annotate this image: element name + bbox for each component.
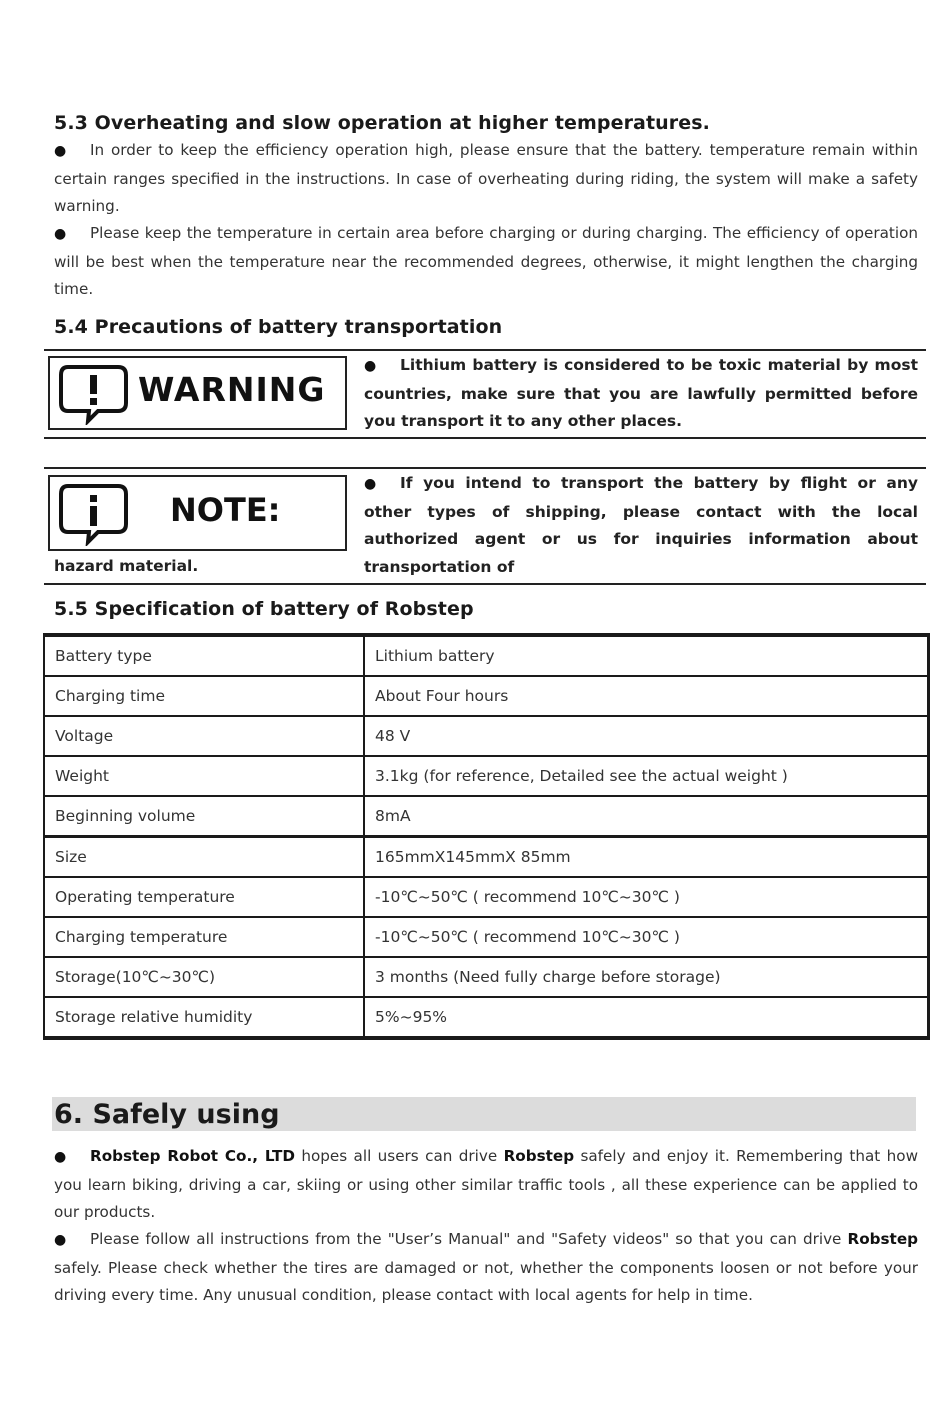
- section-6-paragraph-1: ● Robstep Robot Co., LTD hopes all users can drive Robstep safely and enjoy it. Remembering that how you learn biking, driving a car, skiing or using other similar traffic tools , all these experience can be applied to our products.: [54, 1143, 918, 1227]
- section-6-paragraph-2: ● Please follow all instructions from the "User’s Manual" and "Safety videos" so that you can drive Robstep safely. Please check whether the tires are damaged or not, whether the components loosen or not before your driving every time. Any unusual condition, please contact with local agents for help in time.: [54, 1226, 918, 1310]
- table-row: [44, 796, 929, 837]
- battery-spec-table: [43, 633, 930, 1040]
- spec-value: -10℃~50℃ ( recommend 10℃~30℃ ): [364, 877, 929, 917]
- spec-value: -10℃~50℃ ( recommend 10℃~30℃ ): [364, 917, 929, 957]
- bullet-icon: ●: [364, 476, 377, 492]
- bullet-icon: ●: [364, 358, 377, 374]
- spec-key: Voltage: [44, 716, 364, 756]
- warning-label: WARNING: [138, 370, 326, 409]
- table-row: [44, 917, 929, 957]
- spec-key: Size: [44, 837, 364, 878]
- note-text: ● If you intend to transport the battery by flight or any other types of shipping, please contact with the local authorized agent or us for inquiries information about transportation of: [364, 470, 918, 581]
- bullet-icon: ●: [54, 1149, 67, 1165]
- table-row: [44, 716, 929, 756]
- spec-key: Storage(10℃~30℃): [44, 957, 364, 997]
- spec-value: 165mmX145mmX 85mm: [364, 837, 929, 878]
- info-speech-icon: [58, 482, 130, 546]
- section-5-5-title: 5.5 Specification of battery of Robstep: [54, 598, 474, 620]
- note-text-end: hazard material.: [54, 557, 199, 575]
- table-row: [44, 635, 929, 676]
- note-label: NOTE:: [170, 491, 281, 529]
- divider: [44, 467, 926, 469]
- spec-value: 48 V: [364, 716, 929, 756]
- section-5-3-paragraph-2: [54, 220, 918, 304]
- spec-key: Charging time: [44, 676, 364, 716]
- warning-speech-icon: [58, 363, 130, 425]
- section-6-title: 6. Safely using: [54, 1099, 280, 1130]
- spec-key: Charging temperature: [44, 917, 364, 957]
- company-name: Robstep Robot Co., LTD: [90, 1147, 295, 1165]
- spec-key: Storage relative humidity: [44, 997, 364, 1038]
- table-row: [44, 997, 929, 1038]
- spec-value: 3.1kg (for reference, Detailed see the actual weight ): [364, 756, 929, 796]
- bullet-icon: ●: [54, 143, 67, 159]
- table-row: [44, 756, 929, 796]
- bullet-icon: ●: [54, 1232, 67, 1248]
- section-5-3-paragraph-1: [54, 137, 918, 221]
- spec-value: 3 months (Need fully charge before storage): [364, 957, 929, 997]
- table-row: [44, 957, 929, 997]
- table-row: [44, 877, 929, 917]
- section-5-3-text-1: In order to keep the efficiency operation high, please ensure that the battery. temperature remain within certain ranges specified in the instructions. In case of overheating during riding, the system will make a safety warning.: [54, 141, 918, 216]
- spec-value: About Four hours: [364, 676, 929, 716]
- section-5-3-title: 5.3 Overheating and slow operation at higher temperatures.: [54, 112, 710, 134]
- section-5-3-text-2: Please keep the temperature in certain area before charging or during charging. The efficiency of operation will be best when the temperature near the recommended degrees, otherwise, it might lengthen the charging time.: [54, 224, 918, 299]
- spec-key: Battery type: [44, 635, 364, 676]
- divider: [44, 437, 926, 439]
- spec-key: Beginning volume: [44, 796, 364, 837]
- spec-value: Lithium battery: [364, 635, 929, 676]
- divider: [44, 349, 926, 351]
- spec-key: Weight: [44, 756, 364, 796]
- brand-name: Robstep: [847, 1230, 918, 1248]
- warning-badge: [48, 356, 347, 430]
- brand-name: Robstep: [503, 1147, 575, 1165]
- warning-text: ● Lithium battery is considered to be toxic material by most countries, make sure that you are lawfully permitted before you transport it to any other places.: [364, 352, 918, 436]
- bullet-icon: ●: [54, 226, 67, 242]
- divider: [44, 583, 926, 585]
- section-6-header: [52, 1097, 916, 1131]
- spec-value: 5%~95%: [364, 997, 929, 1038]
- note-badge: [48, 475, 347, 551]
- spec-value: 8mA: [364, 796, 929, 837]
- table-row: [44, 676, 929, 716]
- spec-key: Operating temperature: [44, 877, 364, 917]
- table-row: [44, 837, 929, 878]
- section-5-4-title: 5.4 Precautions of battery transportation: [54, 316, 503, 338]
